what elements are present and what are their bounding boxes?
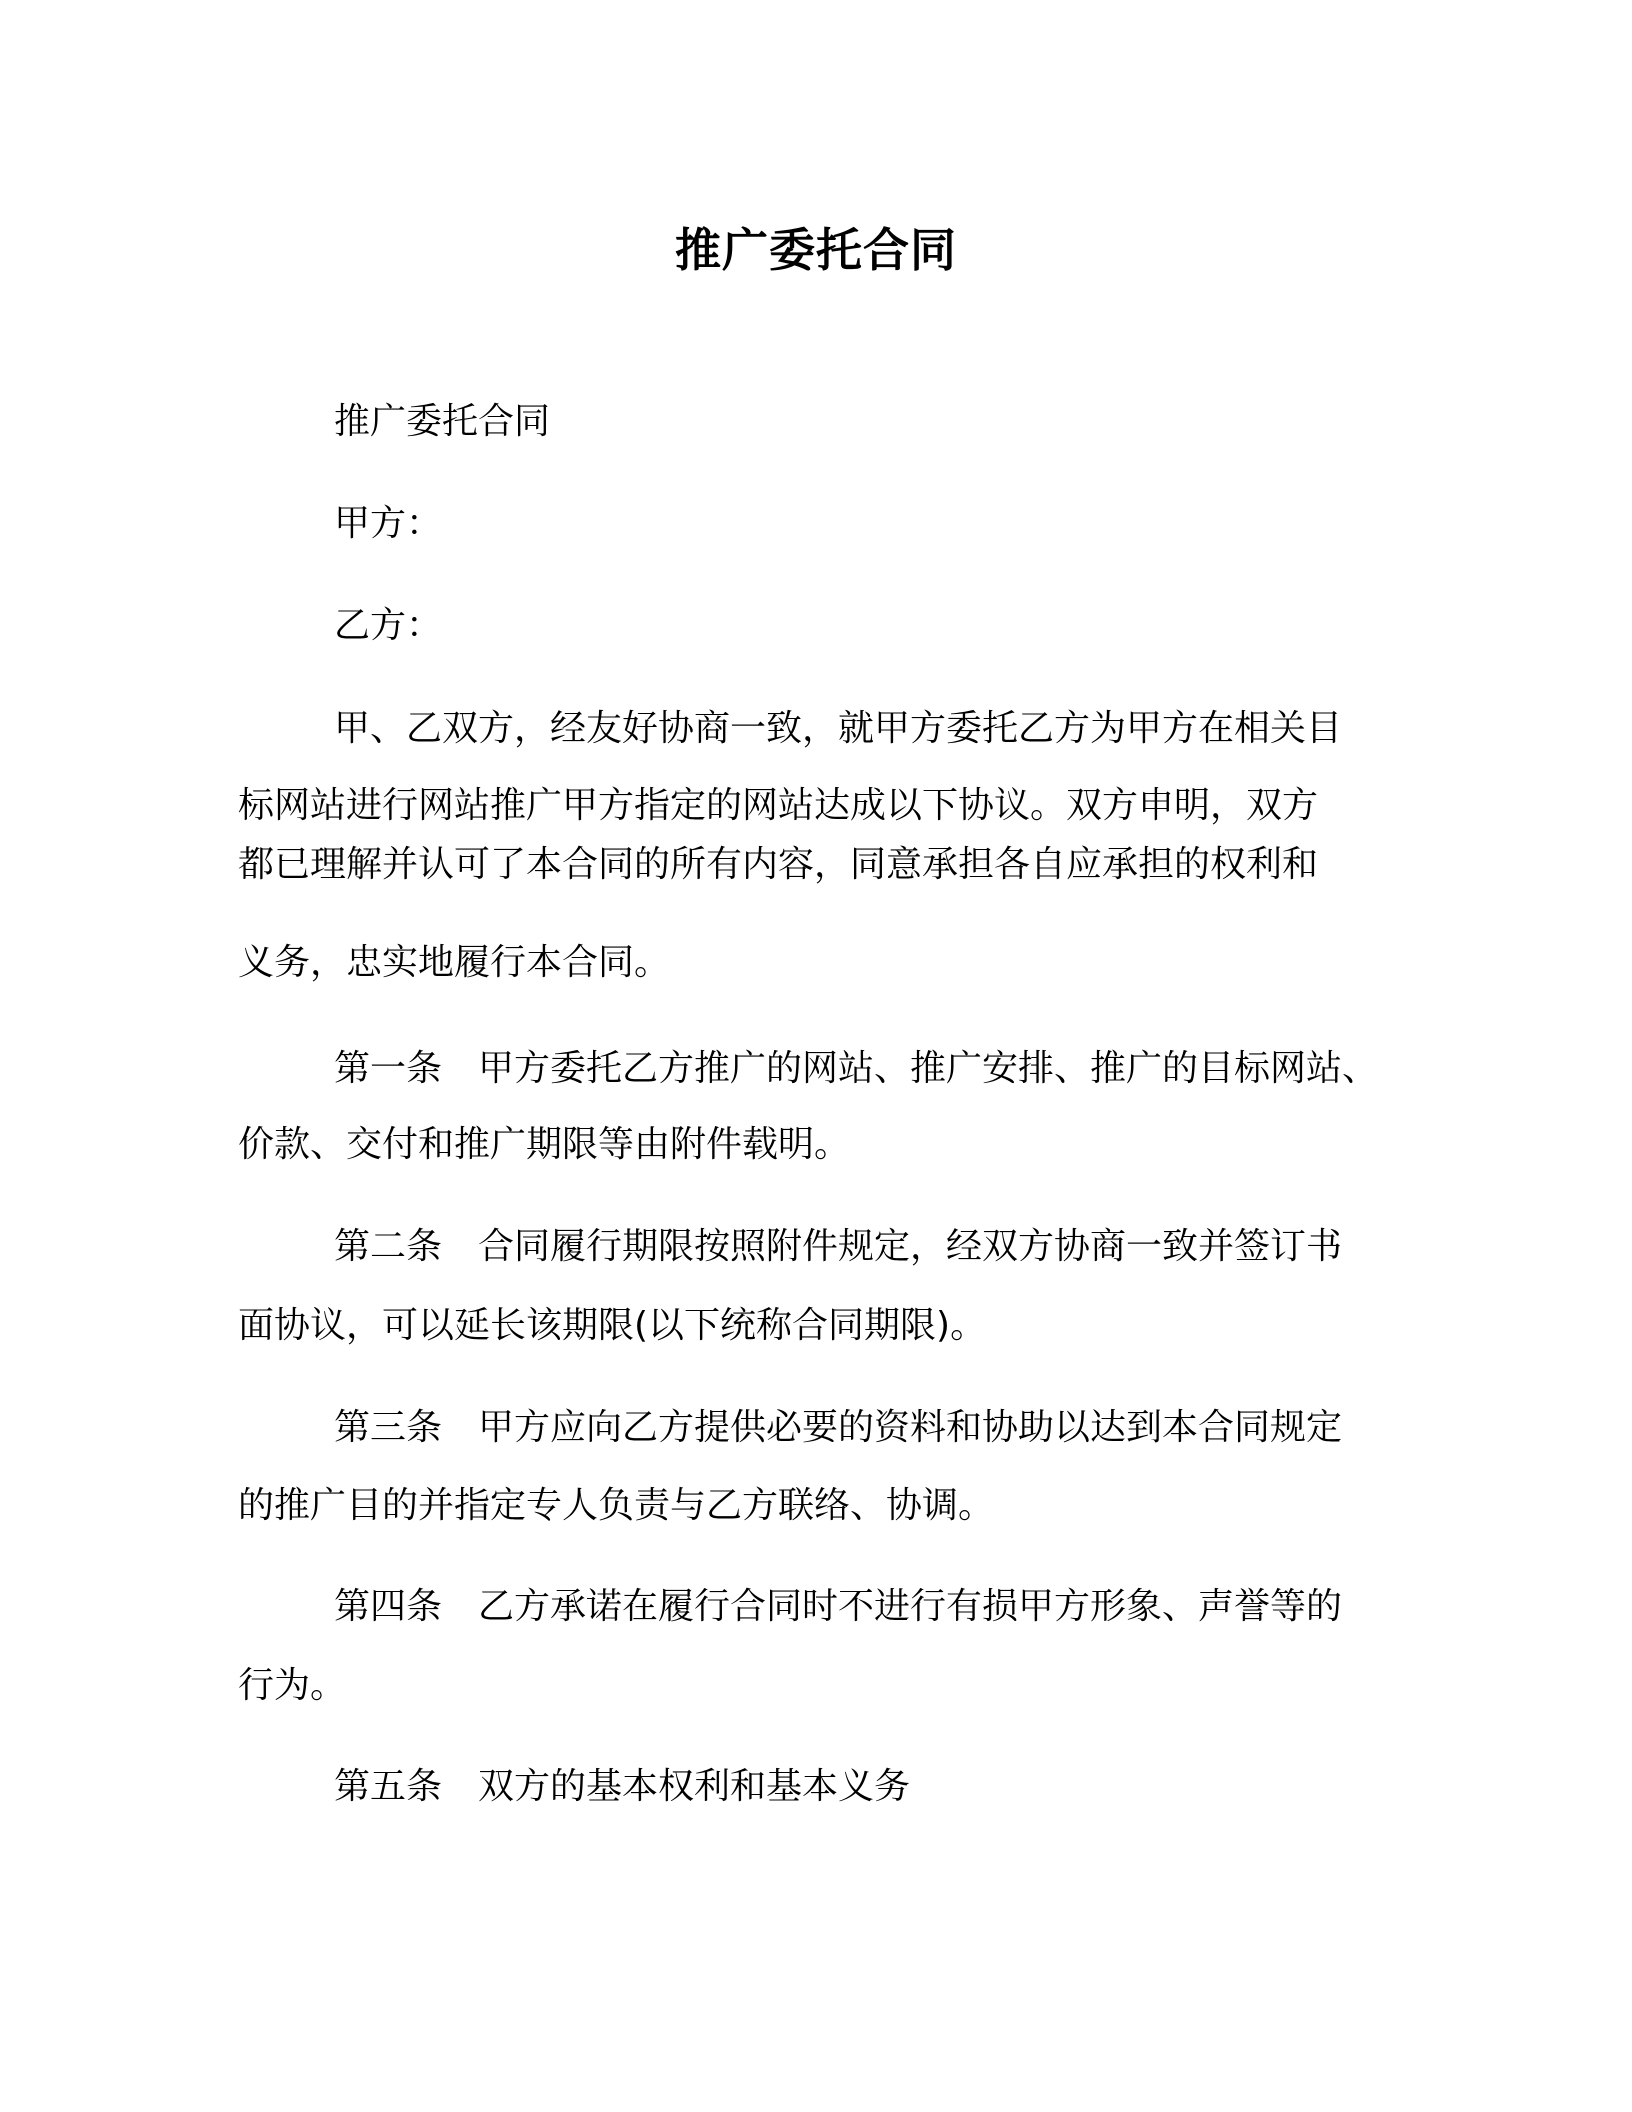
- article-4-text: 行为。: [238, 1665, 347, 1706]
- article-1-label: 第一条: [334, 1048, 443, 1089]
- article-4-label: 第四条: [334, 1586, 443, 1627]
- article-2-cont: [238, 1297, 1408, 1355]
- article-3-text: 的推广目的并指定专人负责与乙方联络、协调。: [238, 1485, 995, 1526]
- intro-line: 义务，忠实地履行本合同。: [238, 942, 671, 983]
- article-4: [238, 1578, 1408, 1636]
- intro-line: 都已理解并认可了本合同的所有内容，同意承担各自应承担的权利和: [238, 844, 1319, 885]
- subtitle-text: 推广委托合同: [334, 401, 551, 442]
- article-2-text: 面协议，可以延长该期限(以下统称合同期限)。: [238, 1305, 987, 1346]
- intro-line: 标网站进行网站推广甲方指定的网站达成以下协议。双方申明，双方: [238, 785, 1319, 826]
- intro-paragraph-cont: [238, 777, 1408, 835]
- article-1-text: 甲方委托乙方推广的网站、推广安排、推广的目标网站、: [478, 1048, 1379, 1089]
- document-title: 推广委托合同: [675, 223, 957, 277]
- intro-paragraph-cont: [238, 934, 1408, 992]
- article-5-text: 双方的基本权利和基本义务: [478, 1766, 911, 1807]
- intro-paragraph: [238, 700, 1408, 758]
- article-2: [238, 1218, 1408, 1276]
- document-subtitle: [238, 393, 1408, 451]
- article-1-cont: [238, 1116, 1408, 1174]
- article-5: [238, 1758, 1408, 1816]
- article-1-text: 价款、交付和推广期限等由附件载明。: [238, 1124, 851, 1165]
- article-1: [238, 1040, 1408, 1098]
- intro-line: 甲、乙双方，经友好协商一致，就甲方委托乙方为甲方在相关目: [334, 708, 1343, 749]
- article-2-text: 合同履行期限按照附件规定，经双方协商一致并签订书: [478, 1226, 1343, 1267]
- party-a-field: [238, 495, 1408, 553]
- party-b-label: 乙方：: [334, 605, 443, 646]
- intro-paragraph-cont: [238, 836, 1408, 894]
- party-b-field: [238, 597, 1408, 655]
- article-4-text: 乙方承诺在履行合同时不进行有损甲方形象、声誉等的: [478, 1586, 1343, 1627]
- article-3: [238, 1399, 1408, 1457]
- article-3-cont: [238, 1477, 1408, 1535]
- party-a-label: 甲方：: [334, 503, 443, 544]
- article-3-text: 甲方应向乙方提供必要的资料和协助以达到本合同规定: [478, 1407, 1343, 1448]
- article-4-cont: [238, 1657, 1408, 1715]
- article-5-label: 第五条: [334, 1766, 443, 1807]
- article-3-label: 第三条: [334, 1407, 443, 1448]
- article-2-label: 第二条: [334, 1226, 443, 1267]
